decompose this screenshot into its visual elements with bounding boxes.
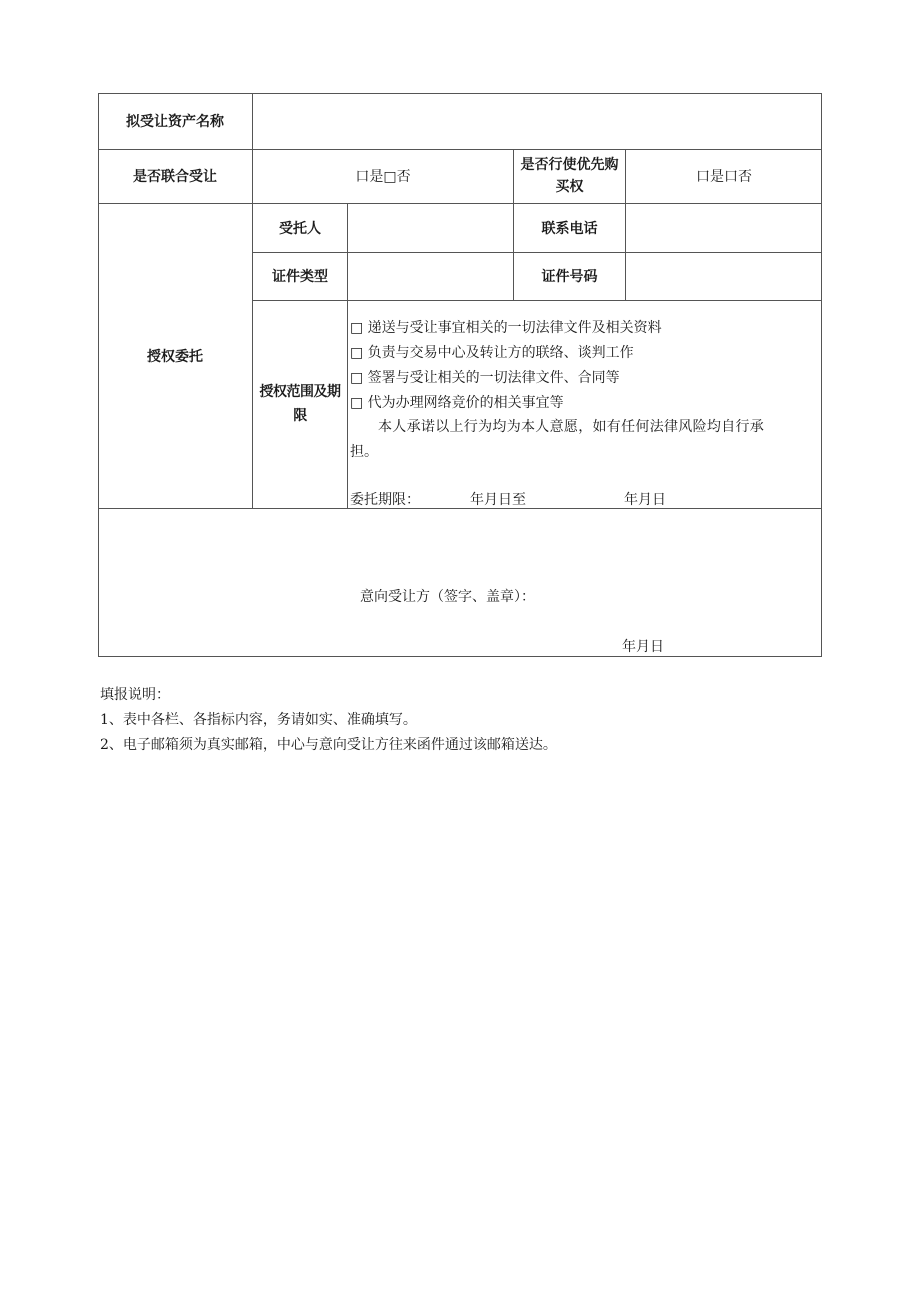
term-to-date[interactable]: 年月日 (624, 492, 666, 508)
priority-purchase-options[interactable]: 口是口否 (696, 169, 752, 185)
note-item: 1、表中各栏、各指标内容，务请如实、准确填写。 (100, 712, 417, 728)
phone-label: 联系电话 (541, 220, 598, 237)
asset-name-field[interactable] (253, 93, 822, 149)
note-item: 2、电子邮箱须为真实邮箱，中心与意向受让方往来函件通过该邮箱送达。 (100, 737, 557, 753)
notes-title: 填报说明： (100, 687, 170, 703)
commitment-text: 本人承诺以上行为均为本人意愿，如有任何法律风险均自行承 (378, 419, 765, 435)
row-divider (98, 508, 822, 509)
scope-label: 授权范围及期限 (259, 384, 341, 424)
id-number-field[interactable] (626, 252, 822, 300)
asset-name-label: 拟受让资产名称 (126, 114, 224, 130)
scope-checkbox-item[interactable]: □ 签署与受让相关的一切法律文件、合同等 (350, 370, 620, 386)
joint-transfer-label: 是否联合受让 (133, 169, 217, 185)
phone-field[interactable] (626, 203, 822, 252)
signature-label: 意向受让方（签字、盖章）： (360, 589, 535, 605)
joint-transfer-options[interactable]: 口是□否 (355, 169, 411, 185)
term-from-date[interactable]: 年月日至 (470, 492, 526, 508)
scope-checkbox-item[interactable]: □ 代为办理网络竞价的相关事宜等 (350, 395, 564, 411)
id-type-field[interactable] (348, 252, 513, 300)
trustee-field[interactable] (348, 203, 513, 252)
trustee-label: 受托人 (279, 220, 321, 237)
commitment-text-cont: 担。 (350, 444, 378, 460)
scope-checkbox-item[interactable]: □ 负责与交易中心及转让方的联络、谈判工作 (350, 345, 634, 361)
id-number-label: 证件号码 (541, 269, 598, 285)
priority-purchase-label: 是否行使优先购买权 (520, 157, 619, 195)
term-label: 委托期限： (350, 492, 420, 508)
scope-checkbox-item[interactable]: □ 递送与受让事宜相关的一切法律文件及相关资料 (350, 320, 662, 336)
signature-date[interactable]: 年月日 (622, 639, 664, 655)
authorization-label: 授权委托 (147, 348, 203, 365)
id-type-label: 证件类型 (272, 269, 328, 285)
